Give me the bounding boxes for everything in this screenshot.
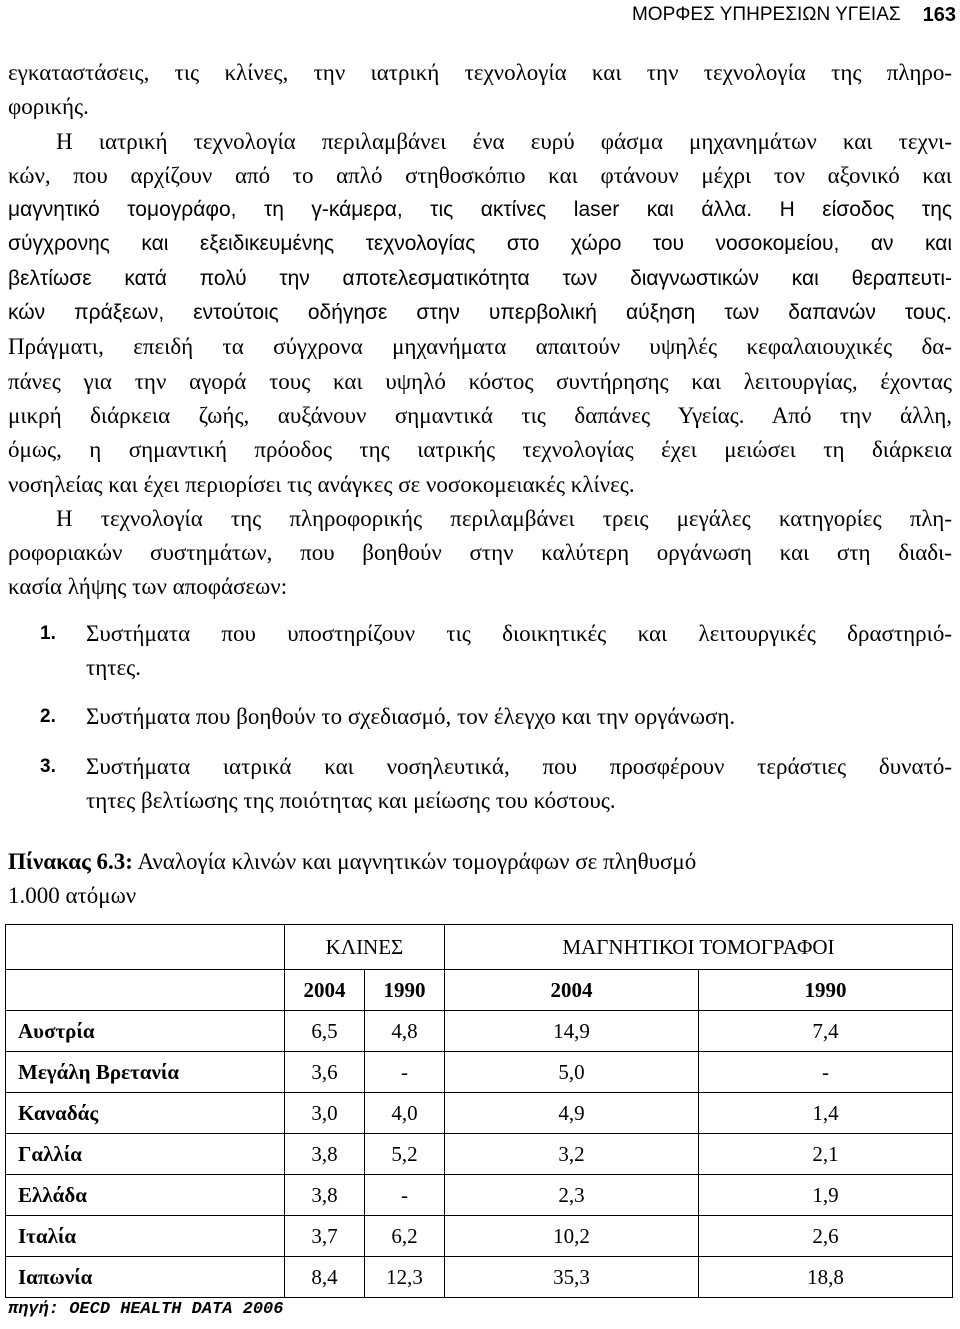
table-row bbox=[6, 1052, 953, 1093]
table-cell: 3,2 bbox=[444, 1134, 698, 1175]
text-line: Η τεχνολογία της πληροφορικής περιλαμβάνει τρεις μεγάλες κατηγορίες πλη- bbox=[56, 505, 952, 531]
table-row-label: Ελλάδα bbox=[6, 1175, 285, 1216]
table-cell: 5,2 bbox=[364, 1134, 444, 1175]
table-row bbox=[6, 1134, 953, 1175]
text-line: κασία λήψης των αποφάσεων: bbox=[8, 574, 288, 600]
text-line: κών πράξεων, εντούτοις οδήγησε στην υπερβολική αύξηση των δαπανών τους. bbox=[8, 301, 952, 325]
table-row-label: Γαλλία bbox=[6, 1134, 285, 1175]
table-cell: 4,8 bbox=[364, 1011, 444, 1052]
page-number: 163 bbox=[922, 3, 956, 26]
table-cell: 3,6 bbox=[285, 1052, 365, 1093]
table-year-header: 1990 bbox=[364, 970, 444, 1011]
text-line: κών, που αρχίζουν από το απλό στηθοσκόπιο και φτάνουν μέχρι τον αξονικό και bbox=[8, 162, 952, 188]
table-cell: 4,0 bbox=[364, 1093, 444, 1134]
table-corner-cell bbox=[6, 925, 285, 970]
list-item-number: 3. bbox=[40, 755, 56, 777]
text-line: Πράγματι, επειδή τα σύγχρονα μηχανήματα απαιτούν υψηλές κεφαλαιουχικές δα- bbox=[8, 334, 952, 360]
table-row-label: Μεγάλη Βρετανία bbox=[6, 1052, 285, 1093]
table-cell: 3,8 bbox=[285, 1175, 365, 1216]
paragraph-2 bbox=[8, 125, 952, 502]
table-row bbox=[6, 1011, 953, 1052]
table-cell: 2,3 bbox=[444, 1175, 698, 1216]
table-row bbox=[6, 1175, 953, 1216]
table-cell: 18,8 bbox=[698, 1257, 952, 1298]
table-cell: 2,6 bbox=[698, 1216, 952, 1257]
list-item bbox=[8, 617, 952, 686]
list-item-text: τητες. bbox=[86, 655, 142, 681]
table-group-header: ΜΑΓΝΗΤΙΚΟΙ ΤΟΜΟΓΡΑΦΟΙ bbox=[444, 925, 952, 970]
table-header-row bbox=[6, 925, 953, 970]
table-cell: - bbox=[364, 1175, 444, 1216]
table-caption bbox=[8, 845, 952, 913]
table-source-note: πηγή: OECD HEALTH DATA 2006 bbox=[8, 1300, 284, 1319]
paragraph-1 bbox=[8, 56, 952, 125]
text-line: Η ιατρική τεχνολογία περιλαμβάνει ένα ευρύ φάσμα μηχανημάτων και τεχνι- bbox=[56, 128, 952, 154]
running-header bbox=[0, 0, 956, 30]
table-cell: 12,3 bbox=[364, 1257, 444, 1298]
table-caption-text: Αναλογία κλινών και μαγνητικών τομογράφων σε πληθυσμό bbox=[137, 849, 697, 874]
table-cell: 1,9 bbox=[698, 1175, 952, 1216]
numbered-list bbox=[8, 617, 952, 818]
list-item bbox=[8, 700, 952, 734]
text-line: νοσηλείας και έχει περιορίσει τις ανάγκες σε νοσοκομειακές κλίνες. bbox=[8, 471, 635, 497]
data-table bbox=[5, 924, 953, 1298]
table-row bbox=[6, 1093, 953, 1134]
table-cell: 5,0 bbox=[444, 1052, 698, 1093]
table-caption-label: Πίνακας 6.3: bbox=[8, 849, 133, 874]
table-year-header: 2004 bbox=[444, 970, 698, 1011]
table-row-label: Ιταλία bbox=[6, 1216, 285, 1257]
list-item-number: 1. bbox=[40, 622, 56, 644]
text-line: όμως, η σημαντική πρόοδος της ιατρικής τεχνολογίας έχει μειώσει τη διάρκεια bbox=[8, 437, 952, 463]
table-cell: 7,4 bbox=[698, 1011, 952, 1052]
list-item-text: Συστήματα ιατρικά και νοσηλευτικά, που προσφέρουν τεράστιες δυνατό- bbox=[86, 753, 952, 779]
chapter-title: ΜΟΡΦΕΣ ΥΠΗΡΕΣΙΩΝ ΥΓΕΙΑΣ bbox=[631, 4, 901, 25]
table-cell: 3,8 bbox=[285, 1134, 365, 1175]
body-text bbox=[8, 56, 952, 818]
table-row-label: Αυστρία bbox=[6, 1011, 285, 1052]
table-cell: - bbox=[364, 1052, 444, 1093]
table-year-header: 2004 bbox=[285, 970, 365, 1011]
table-cell: 3,7 bbox=[285, 1216, 365, 1257]
table-row bbox=[6, 1257, 953, 1298]
text-line: εγκαταστάσεις, τις κλίνες, την ιατρική τεχνολογία και την τεχνολογία της πληρο- bbox=[8, 60, 952, 85]
table-caption-text: 1.000 ατόμων bbox=[8, 883, 137, 908]
table-cell: 3,0 bbox=[285, 1093, 365, 1134]
paragraph-3 bbox=[8, 502, 952, 605]
text-line: μαγνητικό τομογράφο, τη γ-κάμερα, τις ακτίνες laser και άλλα. Η είσοδος της bbox=[8, 198, 952, 222]
list-item-text: Συστήματα που βοηθούν το σχεδιασμό, τον έλεγχο και την οργάνωση. bbox=[86, 704, 736, 730]
table-cell: 6,2 bbox=[364, 1216, 444, 1257]
table-cell: - bbox=[698, 1052, 952, 1093]
list-item bbox=[8, 750, 952, 819]
table-cell: 1,4 bbox=[698, 1093, 952, 1134]
table-group-header: ΚΛΙΝΕΣ bbox=[285, 925, 445, 970]
table-row-label: Ιαπωνία bbox=[6, 1257, 285, 1298]
text-line: μικρή διάρκεια ζωής, αυξάνουν σημαντικά τις δαπάνες Υγείας. Από την άλλη, bbox=[8, 402, 952, 428]
table-year-header: 1990 bbox=[698, 970, 952, 1011]
table-cell: 35,3 bbox=[444, 1257, 698, 1298]
table-row bbox=[6, 1216, 953, 1257]
text-line: ροφοριακών συστημάτων, που βοηθούν στην καλύτερη οργάνωση και στη διαδι- bbox=[8, 540, 952, 566]
list-item-text: τητες βελτίωσης της ποιότητας και μείωσης του κόστους. bbox=[86, 787, 616, 813]
table-cell: 6,5 bbox=[285, 1011, 365, 1052]
list-item-number: 2. bbox=[40, 706, 56, 728]
table-cell: 14,9 bbox=[444, 1011, 698, 1052]
table-cell: 4,9 bbox=[444, 1093, 698, 1134]
table-cell: 10,2 bbox=[444, 1216, 698, 1257]
text-line: βελτίωσε κατά πολύ την αποτελεσματικότητα των διαγνωστικών και θεραπευτι- bbox=[8, 266, 952, 290]
text-line: φορικής. bbox=[8, 94, 89, 120]
text-line: πάνες για την αγορά τους και υψηλό κόστος συντήρησης και λειτουργίας, έχοντας bbox=[8, 368, 952, 394]
table-cell: 8,4 bbox=[285, 1257, 365, 1298]
list-item-text: Συστήματα που υποστηρίζουν τις διοικητικές και λειτουργικές δραστηριό- bbox=[86, 620, 952, 646]
table-row-label: Καναδάς bbox=[6, 1093, 285, 1134]
text-line: σύγχρονης και εξειδικευμένης τεχνολογίας στο χώρο του νοσοκομείου, αν και bbox=[8, 232, 952, 256]
table-year-row bbox=[6, 970, 953, 1011]
table-cell: 2,1 bbox=[698, 1134, 952, 1175]
table-corner-cell bbox=[6, 970, 285, 1011]
